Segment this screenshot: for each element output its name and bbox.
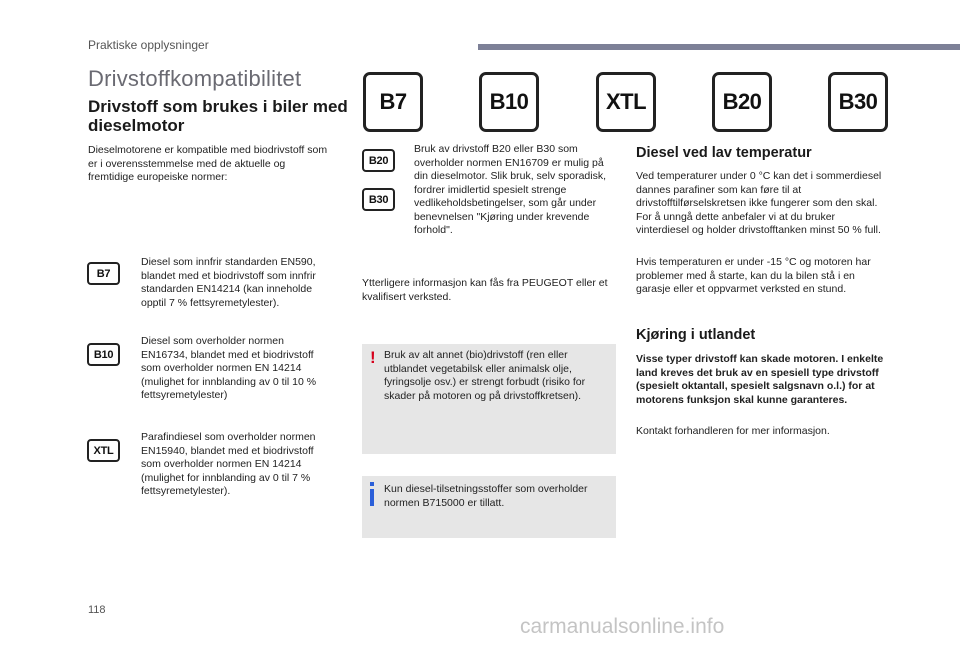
exclamation-icon: ! xyxy=(370,348,376,367)
b20-b30-text: Bruk av drivstoff B20 eller B30 som overholder normen EN16709 er mulig på din dieselmotor. Slik bruk, selv sporadisk, fordrer imidlertid spesielt strenge vedlikeholdsbetingelser, som går under benevnelsen "Kjøring under krevende forhold". xyxy=(414,143,606,236)
fuel-badge-xtl: XTL xyxy=(87,439,120,462)
fuel-desc-xtl: Parafindiesel som overholder normen EN15940, blandet med et biodrivstoff som overholder normen EN 14214 (mulighet for innblanding av 0 til 7 % fettsyremetylester). xyxy=(141,431,316,497)
section-subtitle: Drivstoff som brukes i biler med dieselmotor xyxy=(88,97,348,135)
info-icon xyxy=(368,482,376,506)
intro-text: Dieselmotorene er kompatible med biodrivstoff som er i overensstemmelse med de aktuelle og fremtidige europeiske normer: xyxy=(88,144,328,183)
page-number: 118 xyxy=(88,604,106,616)
running-header: Praktiske opplysninger xyxy=(88,38,209,52)
abroad-bold-text: Visse typer drivstoff kan skade motoren. I enkelte land kreves det bruk av en spesiell type drivstoff (spesielt oktantall, spesielt salgsnavn o.l.) for at motorens funksjon skal kunne garanteres. xyxy=(636,353,884,406)
warning-text: Bruk av alt annet (bio)drivstoff (ren eller utblandet vegetabilsk eller animalsk olje, fyringsolje osv.) er strengt forbudt (risiko for skader på motoren og på drivstoffkretsen). xyxy=(384,349,586,402)
page-title: Drivstoffkompatibilitet xyxy=(88,66,302,91)
fuel-desc-b7: Diesel som innfrir standarden EN590, blandet med et biodrivstoff som innfrir standarden EN14214 (kan inneholde opptil 7 % fettsyremetylester). xyxy=(141,256,316,309)
abroad-text: Kontakt forhandleren for mer informasjon. xyxy=(636,425,830,437)
fuel-label-b7: B7 xyxy=(363,72,423,132)
watermark: carmanualsonline.info xyxy=(520,615,725,638)
header-bar xyxy=(478,44,960,50)
fuel-desc-b10: Diesel som overholder normen EN16734, blandet med et biodrivstoff som overholder normen EN 14214 (mulighet for innblanding av 0 til 10 % fettsyremetylester) xyxy=(141,335,317,401)
fuel-badge-b30: B30 xyxy=(362,188,395,211)
info-box xyxy=(362,476,616,538)
fuel-badge-b20: B20 xyxy=(362,149,395,172)
fuel-label-b20: B20 xyxy=(712,72,772,132)
cold-para-1: Ved temperaturer under 0 °C kan det i sommerdiesel dannes parafiner som kan føre til at drivstofftilførselskretsen ikke fungerer som den skal. For å unngå dette anbefaler vi at du bruker vinterdiesel og holder drivstofftanken minst 50 % full. xyxy=(636,170,882,236)
cold-para-2: Hvis temperaturen er under -15 °C og motoren har problemer med å starte, kan du la bilen stå i en garasje eller et oppvarmet verksted en stund. xyxy=(636,256,871,295)
warning-box xyxy=(362,344,616,454)
fuel-label-b30: B30 xyxy=(828,72,888,132)
info-text: Kun diesel-tilsetningsstoffer som overholder normen B715000 er tillatt. xyxy=(384,483,588,509)
fuel-label-xtl: XTL xyxy=(596,72,656,132)
more-info-text: Ytterligere informasjon kan fås fra PEUGEOT eller et kvalifisert verksted. xyxy=(362,277,608,303)
fuel-label-b10: B10 xyxy=(479,72,539,132)
fuel-badge-b7: B7 xyxy=(87,262,120,285)
abroad-heading: Kjøring i utlandet xyxy=(636,327,756,343)
cold-heading: Diesel ved lav temperatur xyxy=(636,145,812,161)
fuel-badge-b10: B10 xyxy=(87,343,120,366)
